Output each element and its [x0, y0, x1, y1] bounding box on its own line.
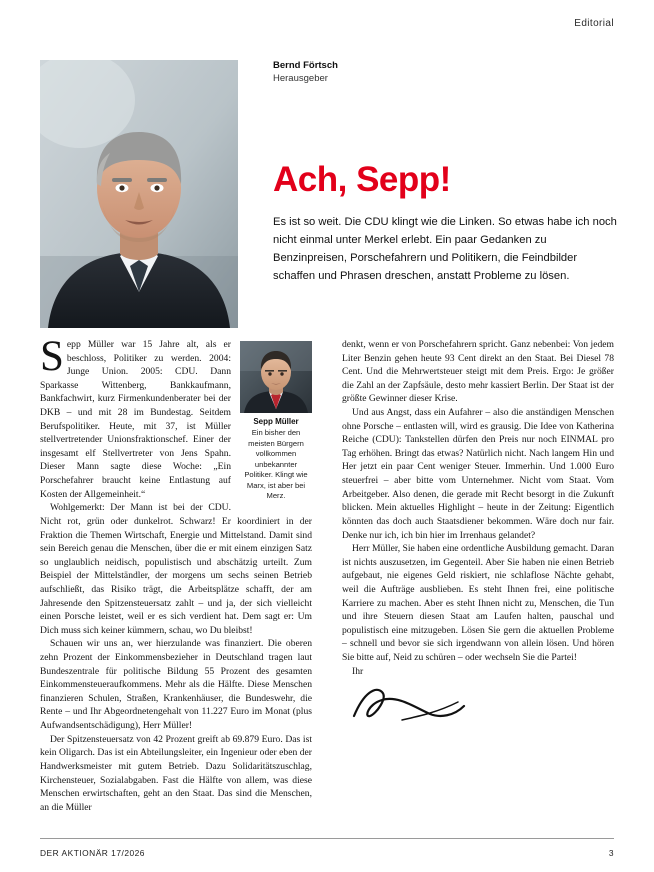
article-standfirst: Es ist so weit. Die CDU klingt wie die Linken. So etwas habe ich noch nicht einmal unter Merkel erlebt. Ein paar Gedanken zu Benzinpreisen, Porschefahrern und Politikern, die Feindbilder schaffen und Phrasen dreschen, anstatt Probleme zu lösen. — [273, 216, 617, 283]
politician-portrait-illustration — [240, 341, 312, 413]
footer-divider — [40, 838, 614, 839]
body-column-right — [342, 338, 614, 728]
inline-figure — [240, 341, 312, 502]
signature-mark — [342, 682, 492, 728]
portrait-illustration — [40, 60, 238, 328]
body-column-left — [40, 333, 312, 814]
body-paragraph: Der Spitzensteuersatz von 42 Prozent greift ab 69.879 Euro. Das ist kein Oligarch. Das ist ein Abteilungsleiter, ein Ingenieur oder eben der Handwerksmeister mit gutem Betrieb. Dazu Solidaritätszuschlag, Kirchensteuer, Sozialabgaben. Fast die Hälfte von allem, was diese Menschen erwirtschaften, geht an den Staat. Das sind die Menschen, an die Müller — [40, 733, 312, 813]
body-paragraph: Und aus Angst, dass ein Aufahrer – also die anständigen Menschen ohne Porsche – entlasten will, wird es grausig. Die Idee von Katherina Reiche (CDU): Tankstellen dürfen den Preis nur noch EINMAL pro Tag erhöhen. Bringt das etwas? Natürlich nicht. Nach langem Hin und Her jetzt ein paar Cent weniger Steuer. Immerhin. Und 1.000 Euro steuerfrei – aber bitte vom Unternehmer. Nicht vom Staat. Vom Arbeitgeber. Also denen, die gerade mit Recht besorgt in die Zukunft blicken. Mein aktuelles Highlight – heute in der Zeitung: Eigentlich könnten das doch auch Staatsdiener bekommen. Wäre doch nur fair. Denke nur ich, ich bin hier im Irrenhaus gelandet? — [342, 407, 614, 541]
page-footer — [40, 848, 614, 858]
body-paragraph: Schauen wir uns an, wer hierzulande was finanziert. Die oberen zehn Prozent der Einkommensbezieher in Deutschland tragen laut Bundeszentrale für politische Bildung 55 Prozent des gesamten Einkommensteueraufkommens. Mehr als die Hälfte. Diese Menschen finanzieren Schulen, Straßen, Krankenhäuser, die Bundeswehr, die Rente – und Ihr Abgeordnetengehalt von 11.227 Euro im Monat (plus Aufwandsentschädigung), Herr Müller! — [40, 638, 312, 732]
article-headline: Ach, Sepp! — [273, 160, 451, 199]
byline — [273, 60, 338, 86]
body-paragraph: denkt, wenn er von Porschefahrern spricht. Ganz nebenbei: Von jedem Liter Benzin gehen heute 93 Cent direkt an den Staat. Bei Diesel 78 Cent. Und die Mehrwertsteuer steigt mit dem Preis. Ergo: Je größer die Zahl an der Zapfsäule, desto mehr kassiert Berlin. Der Staat ist der größte Gewinner dieser Krise. — [342, 339, 614, 405]
editor-portrait-photo — [40, 60, 238, 328]
inline-figure-caption-name: Sepp Müller — [253, 417, 299, 426]
article-top-block — [40, 48, 617, 320]
signature — [342, 682, 614, 728]
sepp-mueller-photo — [240, 341, 312, 413]
section-label: Editorial — [574, 18, 614, 29]
body-paragraph-text: epp Müller war 15 Jahre alt, als er beschloss, Politiker zu werden. 2004: Junge Union. 2005: CDU. Dann Sparkasse Wittenberg, Bankkaufmann, Bankfachwirt, kurz Firmenkundenberater bei der DKB – und mit 28 im Bundestag. Seitdem Berufspolitiker. Heute, mit 37, ist Müller stellvertretender Unionsfraktionschef. Einer der insgesamt elf Stellvertreter von Jens Spahn. Dieser Mann sagte diese Woche: „Ein Porschefahrer braucht keine Entlastung auf Kosten der Allgemeinheit.“ — [40, 339, 231, 500]
article-body — [40, 333, 614, 813]
byline-role: Herausgeber — [273, 72, 328, 84]
inline-figure-caption-text: Ein bisher den meisten Bürgern vollkommen unbekannter Politiker. Klingt wie Marx, ist aber bei Merz. — [244, 428, 308, 501]
signoff-text: Ihr — [352, 665, 364, 677]
dropcap: S — [40, 333, 64, 380]
footer-publication: DER AKTIONÄR 17/2026 — [40, 848, 145, 858]
byline-name: Bernd Förtsch — [273, 60, 338, 71]
body-paragraph: Herr Müller, Sie haben eine ordentliche Ausbildung gemacht. Daran ist nichts auszusetzen, im Gegenteil. Aber Sie haben nie einen Betrieb aufgebaut, nie eigenes Geld riskiert, nie schlaflose Nächte gehabt, weil die Aufträge ausblieben. Es steht Ihnen frei, eine politische Karriere zu machen. Aber es steht Ihnen nicht zu, Menschen, die Tun und ihre Steuern diesen Staat am Laufen halten, pauschal und populistisch eine mitzugeben. Lösen Sie gern die aktuellen Probleme – schnell und bevor sie sich irgendwann von allein lösen. Und hören Sie bitte auf, Neid zu schüren – oder wechseln Sie die Partei! — [342, 543, 614, 664]
body-paragraph: Wohlgemerkt: Der Mann ist bei der CDU. Nicht rot, grün oder dunkelrot. Schwarz! Er koordiniert in der Fraktion die Themen Wirtschaft, Energie und Mittelstand. Damit sind sein Bereich genau die Menschen, über die er mit einem einzigen Satz so unglaublich neidisch, populistisch und abschätzig urteilt. Zum Beispiel der Mittelständler, der morgens um sechs seinen Betrieb aufschließt, das Risiko trägt, die Arbeitsplätze schafft, der am Jahresende den Spitzensteuersatz zahlt – und ja, der sich vielleicht einen Porsche leistet, weil er es sich verdient hat. Dem sagt er: Um Dich muss sich keiner kümmern, schau, wo Du bleibst! — [40, 502, 312, 636]
footer-page-number: 3 — [608, 848, 614, 858]
